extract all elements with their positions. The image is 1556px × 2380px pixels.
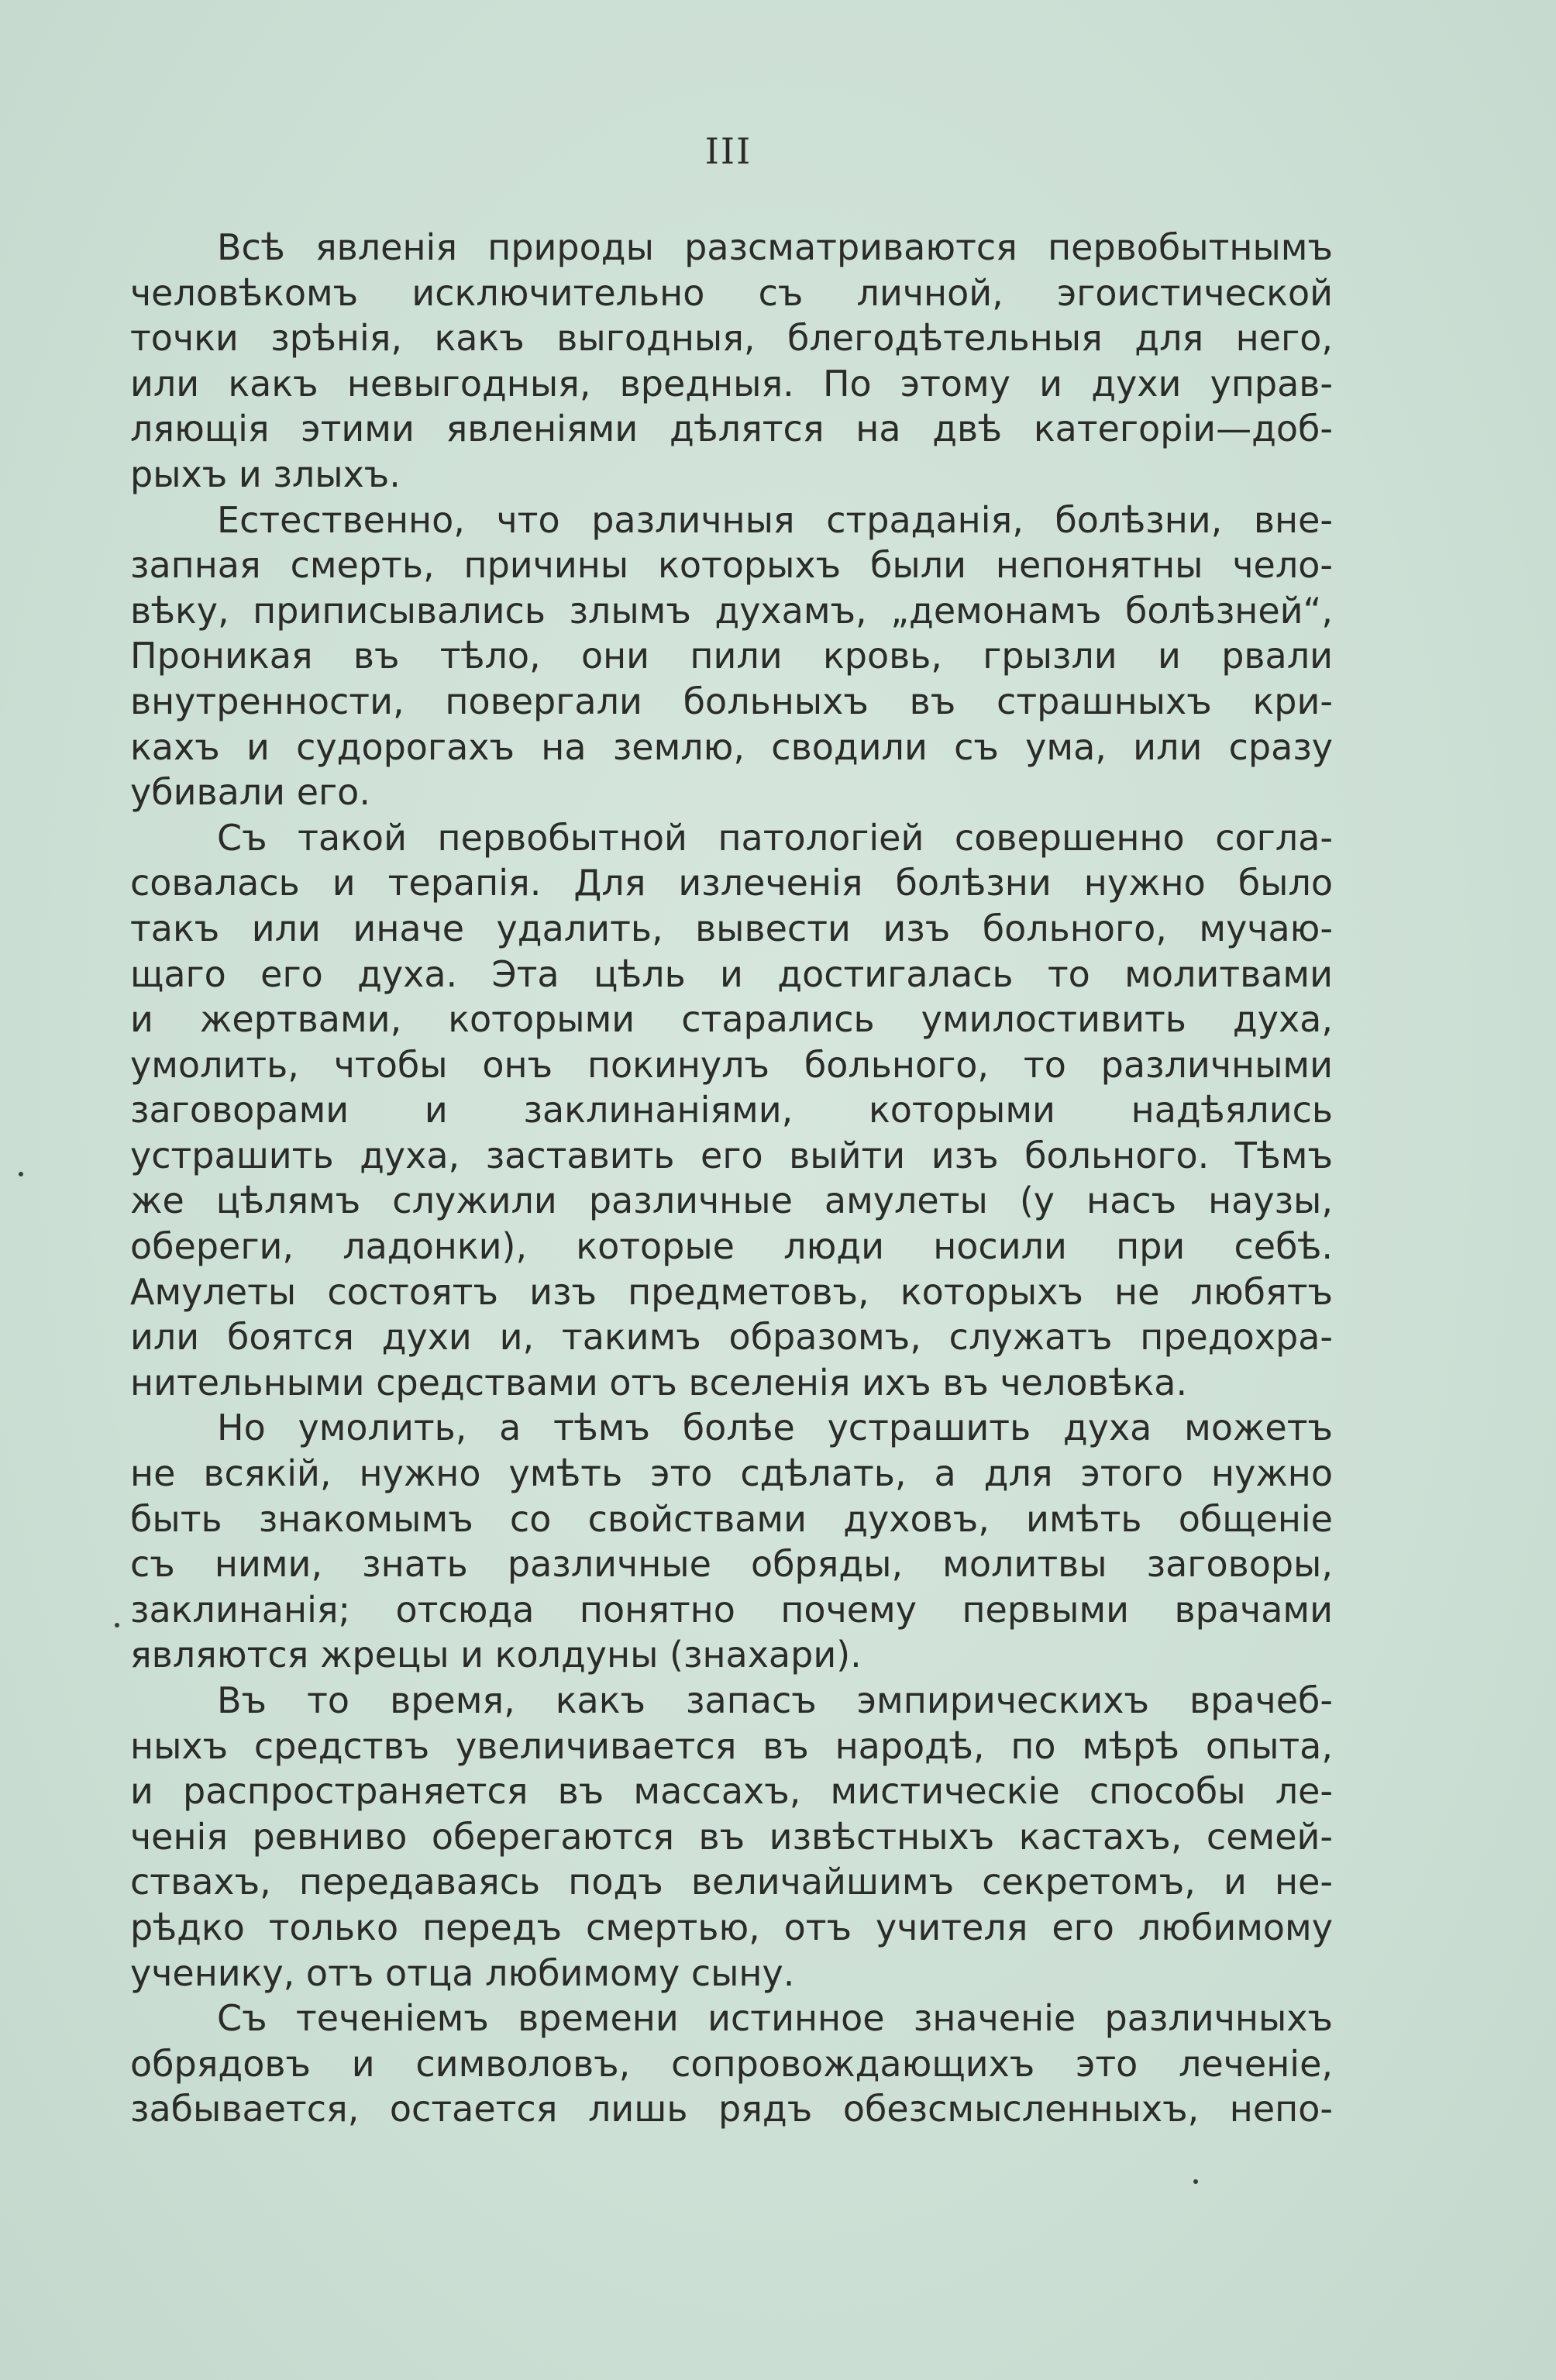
text-line: и распространяется въ массахъ, мистическіе способы ле- xyxy=(130,1770,1333,1813)
text-line: Съ такой первобытной патологіей совершенно согла- xyxy=(217,816,1333,859)
text-line: и жертвами, которыми старались умилостивить духа, xyxy=(130,998,1333,1041)
text-line: Съ теченіемъ времени истинное значеніе различныхъ xyxy=(217,1997,1333,2040)
text-line: рѣдко только передъ смертью, отъ учителя его любимому xyxy=(130,1906,1333,1948)
speck xyxy=(19,1172,23,1176)
text-line: являются жрецы и колдуны (знахари). xyxy=(130,1634,862,1676)
text-line: ствахъ, передаваясь подъ величайшимъ секретомъ, и не- xyxy=(130,1861,1333,1903)
text-line: кахъ и судорогахъ на землю, сводили съ ума, или сразу xyxy=(130,725,1333,768)
text-line: внутренности, повергали больныхъ въ страшныхъ кри- xyxy=(130,680,1333,722)
speck xyxy=(115,1623,119,1627)
text-line: Въ то время, какъ запасъ эмпирическихъ врачеб- xyxy=(217,1679,1333,1721)
text-line: Проникая въ тѣло, они пили кровь, грызли и рвали xyxy=(130,635,1333,677)
text-line: щаго его духа. Эта цѣль и достигалась то молитвами xyxy=(130,952,1333,995)
speck xyxy=(1193,2179,1198,2184)
text-line: ченія ревниво оберегаются въ извѣстныхъ кастахъ, семей- xyxy=(130,1815,1333,1858)
text-line: или боятся духи и, такимъ образомъ, служатъ предохра- xyxy=(130,1316,1333,1359)
text-line: забывается, остается лишь рядъ обезсмысленныхъ, непо- xyxy=(130,2088,1333,2130)
text-line: обереги, ладонки), которые люди носили при себѣ. xyxy=(130,1225,1333,1268)
text-line: устрашить духа, заставить его выйти изъ больного. Тѣмъ xyxy=(130,1134,1333,1176)
text-line: ныхъ средствъ увеличивается въ народѣ, по мѣрѣ опыта, xyxy=(130,1724,1333,1767)
text-line: Всѣ явленія природы разсматриваются первобытнымъ xyxy=(217,226,1333,268)
text-line: быть знакомымъ со свойствами духовъ, имѣть общеніе xyxy=(130,1497,1333,1540)
text-line: умолить, чтобы онъ покинулъ больного, то различными xyxy=(130,1043,1333,1086)
text-line: или какъ невыгодныя, вредныя. По этому и духи управ- xyxy=(130,362,1333,405)
text-line: Амулеты состоятъ изъ предметовъ, которыхъ не любятъ xyxy=(130,1270,1333,1313)
text-line: точки зрѣнія, какъ выгодныя, блегодѣтельныя для него, xyxy=(130,317,1333,360)
text-line: нительными средствами отъ вселенія ихъ въ человѣка. xyxy=(130,1361,1188,1404)
text-line: заговорами и заклинаніями, которыми надѣялись xyxy=(130,1089,1333,1131)
body-text xyxy=(130,225,1333,2132)
text-line: не всякій, нужно умѣть это сдѣлать, а для этого нужно xyxy=(130,1452,1333,1495)
text-line: же цѣлямъ служили различные амулеты (у насъ наузы, xyxy=(130,1180,1333,1222)
text-line: убивали его. xyxy=(130,771,370,814)
text-line: такъ или иначе удалить, вывести изъ больного, мучаю- xyxy=(130,907,1333,949)
text-line: ляющія этими явленіями дѣлятся на двѣ категоріи—доб- xyxy=(130,408,1333,450)
text-line: обрядовъ и символовъ, сопровождающихъ это леченіе, xyxy=(130,2042,1333,2085)
text-line: заклинанія; отсюда понятно почему первыми врачами xyxy=(130,1588,1333,1631)
text-line: съ ними, знать различные обряды, молитвы заговоры, xyxy=(130,1543,1333,1586)
text-line: человѣкомъ исключительно съ личной, эгоистической xyxy=(130,271,1333,314)
page-number: III xyxy=(704,130,752,172)
text-line: Естественно, что различныя страданія, болѣзни, вне- xyxy=(217,498,1333,541)
text-line: ученику, отъ отца любимому сыну. xyxy=(130,1951,795,1994)
text-line: вѣку, приписывались злымъ духамъ, „демонамъ болѣзней“, xyxy=(130,589,1333,632)
text-line: запная смерть, причины которыхъ были непонятны чело- xyxy=(130,544,1333,587)
text-line: Но умолить, а тѣмъ болѣе устрашить духа можетъ xyxy=(217,1407,1333,1449)
text-line: рыхъ и злыхъ. xyxy=(130,453,401,495)
text-line: совалась и терапія. Для излеченія болѣзни нужно было xyxy=(130,862,1333,904)
